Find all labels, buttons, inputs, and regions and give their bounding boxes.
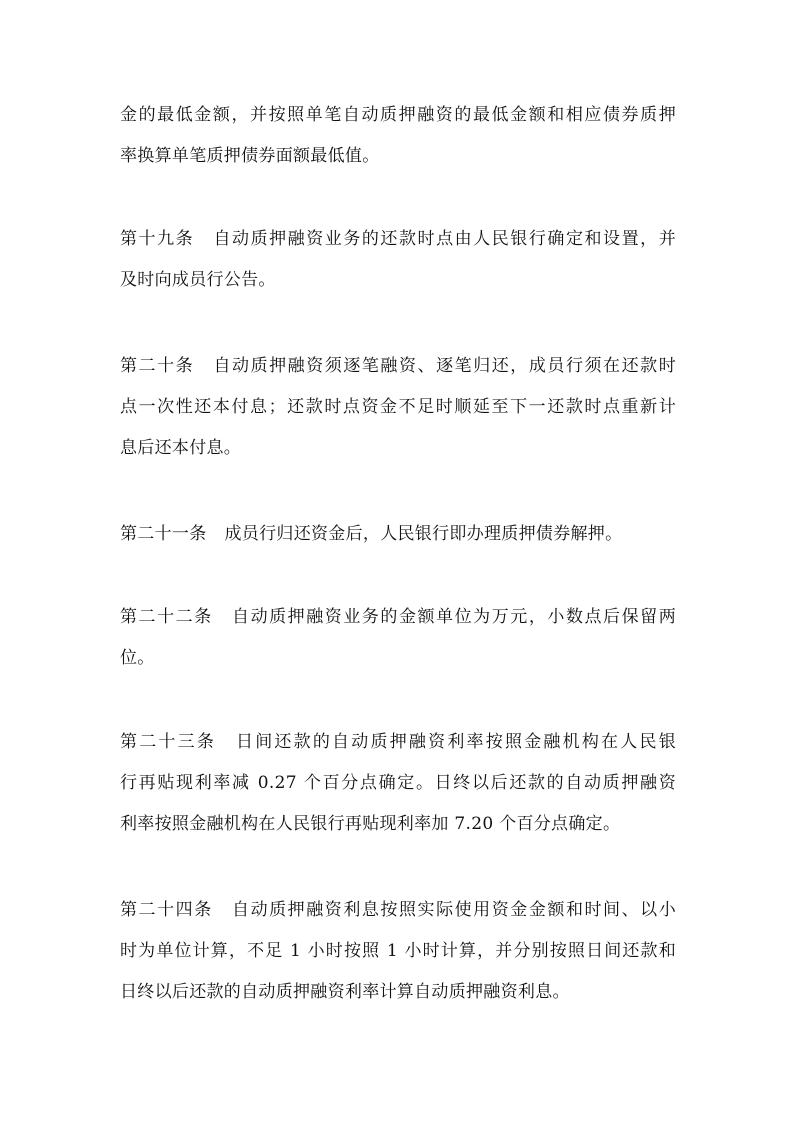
article-number: 第二十二条 (120, 607, 213, 627)
article-text: 自动质押融资须逐笔融资、逐笔归还，成员行须在还款时 (212, 356, 677, 376)
article-text: 日间还款的自动质押融资利率按照金融机构在人民银 (234, 732, 677, 752)
paragraph-line: 利率按照金融机构在人民银行再贴现利率加 7.20 个百分点确定。 (120, 814, 621, 834)
paragraph-line: 息后还本付息。 (120, 438, 242, 458)
paragraph-line: 日终以后还款的自动质押融资利率计算自动质押融资利息。 (120, 982, 570, 1002)
article-number: 第二十一条 (120, 524, 207, 544)
paragraph-line (120, 514, 676, 555)
paragraph-line: 点一次性还本付息；还款时点资金不足时顺延至下一还款时点重新计 (120, 397, 676, 417)
paragraph-line: 位。 (120, 648, 155, 668)
paragraph-line (120, 219, 676, 260)
article-number: 第二十条 (120, 356, 195, 376)
paragraph-continuation (120, 95, 676, 177)
article-number: 第十九条 (120, 229, 195, 249)
article-text: 自动质押融资业务的还款时点由人民银行确定和设置，并 (212, 229, 677, 249)
paragraph-line (120, 890, 676, 931)
article-number: 第二十三条 (120, 732, 217, 752)
article-20 (120, 346, 676, 469)
article-22 (120, 597, 676, 679)
paragraph-line: 及时向成员行公告。 (120, 270, 276, 290)
paragraph-line: 行再贴现利率减 0.27 个百分点确定。日终以后还款的自动质押融资 (120, 773, 676, 793)
paragraph-line: 时为单位计算，不足 1 小时按照 1 小时计算，并分别按照日间还款和 (120, 941, 676, 961)
article-24 (120, 890, 676, 1013)
paragraph-line (120, 722, 676, 763)
article-number: 第二十四条 (120, 900, 213, 920)
paragraph-line: 率换算单笔质押债券面额最低值。 (120, 146, 380, 166)
paragraph-line (120, 597, 676, 638)
article-text: 自动质押融资利息按照实际使用资金金额和时间、以小 (230, 900, 677, 920)
article-21 (120, 514, 676, 555)
article-19 (120, 219, 676, 301)
article-text: 自动质押融资业务的金额单位为万元，小数点后保留两 (230, 607, 677, 627)
paragraph-line: 金的最低金额，并按照单笔自动质押融资的最低金额和相应债券质押 (120, 105, 676, 125)
article-23 (120, 722, 676, 845)
paragraph-line (120, 346, 676, 387)
article-text: 成员行归还资金后，人民银行即办理质押债券解押。 (224, 524, 623, 544)
